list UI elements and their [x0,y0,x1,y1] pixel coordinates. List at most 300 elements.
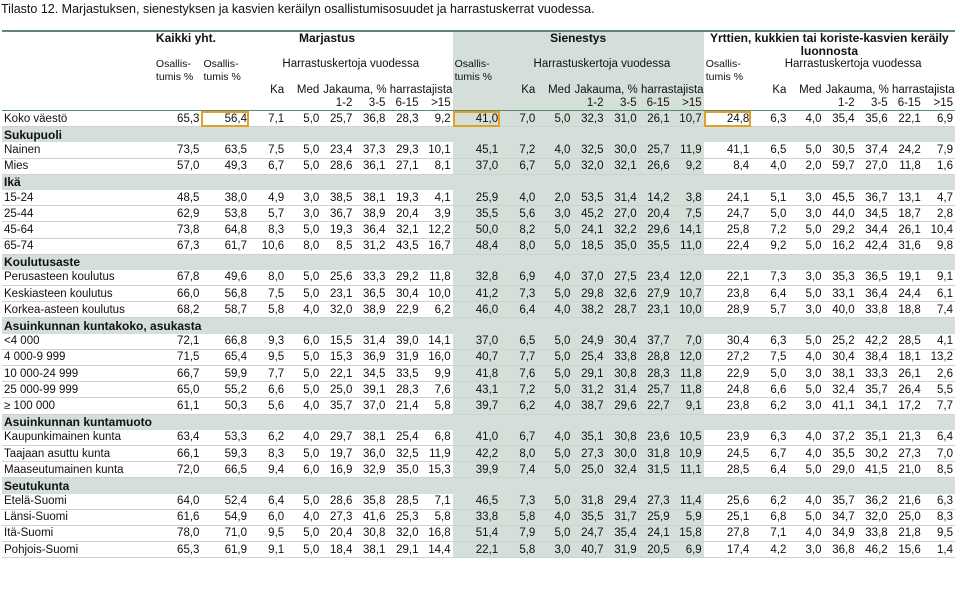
table-cell: 25,9 [639,509,672,525]
table-cell: 36,8 [354,111,387,127]
table-cell: 4,0 [500,190,537,206]
table-cell: 5,0 [286,111,321,127]
table-cell: 50,0 [453,222,501,238]
table-cell: 6,4 [249,494,286,510]
table-cell: 7,9 [500,525,537,541]
table-cell: 2,0 [537,190,572,206]
table-cell: 33,3 [857,366,890,382]
table-cell: 6,7 [500,158,537,174]
table-cell: 25,0 [321,382,354,398]
table-cell: 1,6 [923,158,955,174]
table-cell: 27,5 [606,270,639,286]
table-cell: 9,1 [923,270,955,286]
table-cell: 6,9 [500,270,537,286]
table-row [2,286,955,302]
row-label: Keskiasteen koulutus [2,286,154,302]
table-cell: 30,8 [606,430,639,446]
table-cell: 24,8 [704,111,752,127]
table-cell: 7,9 [923,142,955,158]
table-cell: 8,3 [923,509,955,525]
table-cell: 4,1 [923,334,955,350]
table-cell: 56,8 [201,286,249,302]
table-cell: 45,5 [824,190,857,206]
table-cell: 18,8 [890,302,923,318]
table-cell: 5,0 [788,286,823,302]
row-label: Mies [2,158,154,174]
table-cell: 22,7 [639,398,672,414]
table-cell: 18,5 [572,238,605,254]
table-cell: 66,0 [154,286,202,302]
table-cell: 42,2 [453,445,501,461]
table-cell: 30,4 [824,349,857,365]
table-cell: 64,8 [201,222,249,238]
table-cell: 36,8 [824,542,857,558]
table-cell: 2,0 [788,158,823,174]
table-row [2,462,955,478]
table-cell: 22,1 [453,542,501,558]
table-cell: 4,0 [788,111,823,127]
table-cell: 35,5 [824,445,857,461]
table-cell: 7,0 [923,445,955,461]
table-cell: 4,0 [751,158,788,174]
table-cell: 53,3 [201,430,249,446]
header-empty [249,97,286,111]
statistics-table [2,30,955,558]
row-label: Taajaan asuttu kunta [2,445,154,461]
table-cell: 18,1 [890,349,923,365]
table-cell: 58,7 [201,302,249,318]
table-cell: 16,0 [420,349,452,365]
table-cell: 31,2 [572,382,605,398]
table-cell: 38,9 [354,206,387,222]
table-cell: 5,8 [420,509,452,525]
table-cell: 14,1 [672,222,704,238]
table-cell: 8,2 [500,222,537,238]
table-cell: 34,5 [354,366,387,382]
table-cell: 54,9 [201,509,249,525]
table-row [2,366,955,382]
row-label: Nainen [2,142,154,158]
table-cell: 16,7 [420,238,452,254]
table-cell: 5,0 [286,382,321,398]
table-cell: 9,8 [923,238,955,254]
table-cell: 21,0 [890,462,923,478]
table-cell: 13,1 [890,190,923,206]
table-cell: 5,0 [286,542,321,558]
table-cell: 41,1 [704,142,752,158]
table-cell: 7,0 [672,334,704,350]
table-cell: 12,0 [672,349,704,365]
table-cell: 40,7 [572,542,605,558]
table-cell: 10,7 [672,286,704,302]
table-cell: 32,0 [387,525,420,541]
header-bin: >15 [672,97,704,111]
table-cell: 5,0 [788,238,823,254]
table-cell: 9,1 [249,542,286,558]
table-cell: 34,7 [824,509,857,525]
table-cell: 3,0 [788,190,823,206]
table-cell: 38,5 [321,190,354,206]
table-cell: 33,8 [857,525,890,541]
table-cell: 25,4 [387,430,420,446]
table-cell: 5,0 [537,494,572,510]
table-cell: 6,9 [923,111,955,127]
table-cell: 6,3 [751,111,788,127]
header-bin: >15 [420,97,452,111]
table-cell: 36,9 [354,349,387,365]
table-cell: 8,0 [500,445,537,461]
table-cell: 68,2 [154,302,202,318]
table-cell: 6,4 [751,286,788,302]
row-label: Koko väestö [2,111,154,127]
header-bin: 3-5 [606,97,639,111]
table-row [2,525,955,541]
table-cell: 4,0 [788,494,823,510]
table-cell: 62,9 [154,206,202,222]
table-cell: 4,0 [788,430,823,446]
table-cell: 26,4 [890,382,923,398]
table-cell: 35,4 [606,525,639,541]
table-cell: 3,0 [537,542,572,558]
table-cell: 30,8 [606,366,639,382]
table-cell: 26,6 [639,158,672,174]
category-row [2,127,955,143]
header-empty [453,97,501,111]
table-cell: 19,3 [387,190,420,206]
table-cell: 35,7 [824,494,857,510]
table-cell: 9,1 [672,398,704,414]
table-cell: 6,0 [286,462,321,478]
table-cell: 22,1 [321,366,354,382]
table-cell: 6,1 [923,286,955,302]
table-cell: 5,0 [286,445,321,461]
table-cell: 56,4 [201,111,249,127]
table-cell: 25,3 [387,509,420,525]
table-cell: 46,5 [453,494,501,510]
category-label: Asuinkunnan kuntamuoto [2,414,955,430]
table-cell: 24,7 [572,525,605,541]
table-cell: 24,8 [704,382,752,398]
table-cell: 7,3 [751,270,788,286]
table-cell: 28,9 [704,302,752,318]
table-cell: 7,2 [500,382,537,398]
table-cell: 30,4 [704,334,752,350]
table-cell: 9,4 [249,462,286,478]
header-med: Med [296,84,320,96]
table-cell: 27,3 [572,445,605,461]
table-cell: 5,0 [286,525,321,541]
header-empty [2,97,154,111]
table-cell: 31,4 [606,190,639,206]
table-cell: 8,5 [321,238,354,254]
table-cell: 16,9 [321,462,354,478]
row-label: 10 000-24 999 [2,366,154,382]
table-cell: 5,0 [286,366,321,382]
table-cell: 17,2 [890,398,923,414]
table-cell: 4,0 [286,398,321,414]
table-cell: 32,4 [606,462,639,478]
table-cell: 14,2 [639,190,672,206]
table-cell: 5,0 [537,525,572,541]
table-cell: 7,7 [249,366,286,382]
table-cell: 4,7 [923,190,955,206]
table-cell: 25,0 [890,509,923,525]
table-cell: 38,4 [857,349,890,365]
table-cell: 8,4 [704,158,752,174]
table-cell: 21,6 [890,494,923,510]
table-cell: 7,5 [751,349,788,365]
table-cell: 15,6 [890,542,923,558]
table-cell: 55,2 [201,382,249,398]
table-cell: 36,7 [321,206,354,222]
table-cell: 32,1 [387,222,420,238]
table-cell: 66,5 [201,462,249,478]
table-cell: 42,4 [857,238,890,254]
table-cell: 25,8 [704,222,752,238]
table-cell: 10,1 [420,142,452,158]
table-cell: 37,7 [639,334,672,350]
table-cell: 67,8 [154,270,202,286]
table-cell: 36,5 [857,270,890,286]
table-cell: 6,4 [500,302,537,318]
table-cell: 7,7 [500,349,537,365]
table-cell: 15,3 [321,349,354,365]
table-cell: 30,5 [824,142,857,158]
table-cell: 7,1 [420,494,452,510]
table-cell: 6,3 [923,494,955,510]
table-cell: 25,1 [704,509,752,525]
table-cell: 18,7 [890,206,923,222]
header-empty [704,97,752,111]
table-cell: 28,5 [704,462,752,478]
table-cell: 41,1 [824,398,857,414]
table-cell: 27,0 [606,206,639,222]
table-cell: 33,3 [354,270,387,286]
table-cell: 43,5 [387,238,420,254]
row-label: Maaseutumainen kunta [2,462,154,478]
table-cell: 59,3 [201,445,249,461]
table-cell: 35,5 [639,238,672,254]
table-cell: 36,7 [857,190,890,206]
table-cell: 24,9 [572,334,605,350]
table-cell: 38,1 [824,366,857,382]
table-cell: 3,0 [788,270,823,286]
header-empty [201,97,249,111]
table-cell: 23,8 [704,398,752,414]
table-cell: 27,3 [639,494,672,510]
table-cell: 51,4 [453,525,501,541]
table-cell: 13,2 [923,349,955,365]
table-cell: 31,4 [606,382,639,398]
table-cell: 6,4 [923,430,955,446]
table-row [2,382,955,398]
table-cell: 6,3 [751,430,788,446]
table-cell: 59,9 [201,366,249,382]
table-cell: 14,1 [420,334,452,350]
table-cell: 5,0 [537,366,572,382]
table-row [2,334,955,350]
table-cell: 5,8 [420,398,452,414]
table-cell: 4,1 [420,190,452,206]
table-cell: 28,6 [321,494,354,510]
table-cell: 6,2 [500,398,537,414]
header-jakauma: Jakauma, % harrastajista [323,84,453,96]
table-cell: 35,6 [857,111,890,127]
header-empty [537,97,572,111]
category-label: Sukupuoli [2,127,955,143]
table-cell: 5,0 [537,382,572,398]
table-cell: 5,0 [286,494,321,510]
table-cell: 5,0 [537,111,572,127]
table-cell: 49,3 [201,158,249,174]
table-cell: 29,4 [606,494,639,510]
table-cell: 38,1 [354,190,387,206]
table-cell: 23,8 [704,286,752,302]
table-cell: 27,3 [321,509,354,525]
header-ka: Ka [270,84,285,96]
table-cell: 25,6 [321,270,354,286]
table-cell: 26,1 [890,222,923,238]
table-cell: 67,3 [154,238,202,254]
table-cell: 41,0 [453,111,501,127]
category-label: Koulutusaste [2,254,955,270]
table-cell: 34,9 [824,525,857,541]
table-cell: 9,2 [751,238,788,254]
table-cell: 65,3 [154,542,202,558]
table-cell: 11,0 [672,238,704,254]
table-cell: 3,0 [286,190,321,206]
category-row [2,254,955,270]
table-cell: 73,5 [154,142,202,158]
header-yrttien: Yrttien, kukkien tai koriste-kasvien keräily luonnosta [704,31,955,58]
table-cell: 6,8 [420,430,452,446]
table-cell: 5,0 [286,349,321,365]
header-jakauma: Jakauma, % harrastajista [574,84,704,96]
table-cell: 21,8 [890,525,923,541]
table-cell: 4,0 [537,270,572,286]
table-cell: 3,0 [286,206,321,222]
table-cell: 5,0 [286,222,321,238]
table-cell: 65,3 [154,111,202,127]
header-med: Med [799,84,822,96]
table-cell: 35,7 [321,398,354,414]
row-label: ≥ 100 000 [2,398,154,414]
table-cell: 4,0 [286,509,321,525]
table-cell: 37,0 [453,158,501,174]
table-cell: 5,0 [537,462,572,478]
table-cell: 24,4 [890,286,923,302]
table-cell: 33,5 [387,366,420,382]
header-row-groups [2,31,955,58]
header-kaikki: Kaikki yht. [154,31,202,58]
table-cell: 28,5 [387,494,420,510]
table-cell: 35,0 [606,238,639,254]
table-cell: 23,1 [639,302,672,318]
table-cell: 71,5 [154,349,202,365]
table-cell: 8,0 [286,238,321,254]
table-cell: 3,0 [788,366,823,382]
row-label: Korkea-asteen koulutus [2,302,154,318]
table-cell: 19,1 [890,270,923,286]
table-cell: 8,3 [249,222,286,238]
table-cell: 11,9 [672,142,704,158]
table-cell: 11,1 [672,462,704,478]
category-row [2,478,955,494]
table-cell: 22,1 [890,111,923,127]
row-label: Länsi-Suomi [2,509,154,525]
table-cell: 53,8 [201,206,249,222]
table-cell: 4,0 [537,142,572,158]
table-cell: 5,0 [751,206,788,222]
table-cell: 24,5 [704,445,752,461]
table-cell: 3,0 [788,398,823,414]
table-cell: 24,1 [639,525,672,541]
table-cell: 36,4 [354,222,387,238]
table-cell: 35,3 [824,270,857,286]
header-empty [154,97,202,111]
table-row [2,398,955,414]
table-cell: 35,5 [572,509,605,525]
table-cell: 2,8 [923,206,955,222]
table-cell: 27,0 [857,158,890,174]
table-cell: 33,8 [453,509,501,525]
table-cell: 22,9 [704,366,752,382]
table-title: Tilasto 12. Marjastuksen, sienestyksen ja kasvien keräilyn osallistumisosuudet ja harrastuskerrat vuodessa. [1,2,595,16]
row-label: <4 000 [2,334,154,350]
table-cell: 32,2 [606,222,639,238]
table-cell: 24,1 [704,190,752,206]
table-cell: 39,7 [453,398,501,414]
table-cell: 29,2 [387,270,420,286]
table-cell: 6,2 [751,494,788,510]
table-cell: 16,8 [420,525,452,541]
table-cell: 17,4 [704,542,752,558]
table-cell: 8,3 [249,445,286,461]
table-cell: 5,0 [537,349,572,365]
table-cell: 6,4 [751,462,788,478]
table-row [2,142,955,158]
table-cell: 27,9 [639,286,672,302]
table-cell: 23,1 [321,286,354,302]
table-cell: 28,3 [639,366,672,382]
table-cell: 43,1 [453,382,501,398]
table-cell: 31,8 [639,445,672,461]
header-bin: 6-15 [890,97,923,111]
table-cell: 3,0 [788,206,823,222]
table-cell: 29,6 [606,398,639,414]
header-empty [788,97,823,111]
table-cell: 4,0 [788,525,823,541]
table-cell: 7,4 [923,302,955,318]
table-cell: 35,1 [572,430,605,446]
table-cell: 6,0 [286,334,321,350]
table-cell: 5,0 [537,222,572,238]
table-cell: 11,8 [420,270,452,286]
table-cell: 40,7 [453,349,501,365]
table-cell: 3,0 [788,542,823,558]
table-cell: 14,4 [420,542,452,558]
table-cell: 10,5 [672,430,704,446]
table-cell: 8,5 [923,462,955,478]
table-cell: 24,7 [704,206,752,222]
table-cell: 33,8 [606,349,639,365]
table-cell: 30,4 [387,286,420,302]
table-cell: 29,2 [824,222,857,238]
table-cell: 4,0 [286,430,321,446]
table-cell: 6,2 [249,430,286,446]
table-cell: 49,6 [201,270,249,286]
table-cell: 9,3 [249,334,286,350]
